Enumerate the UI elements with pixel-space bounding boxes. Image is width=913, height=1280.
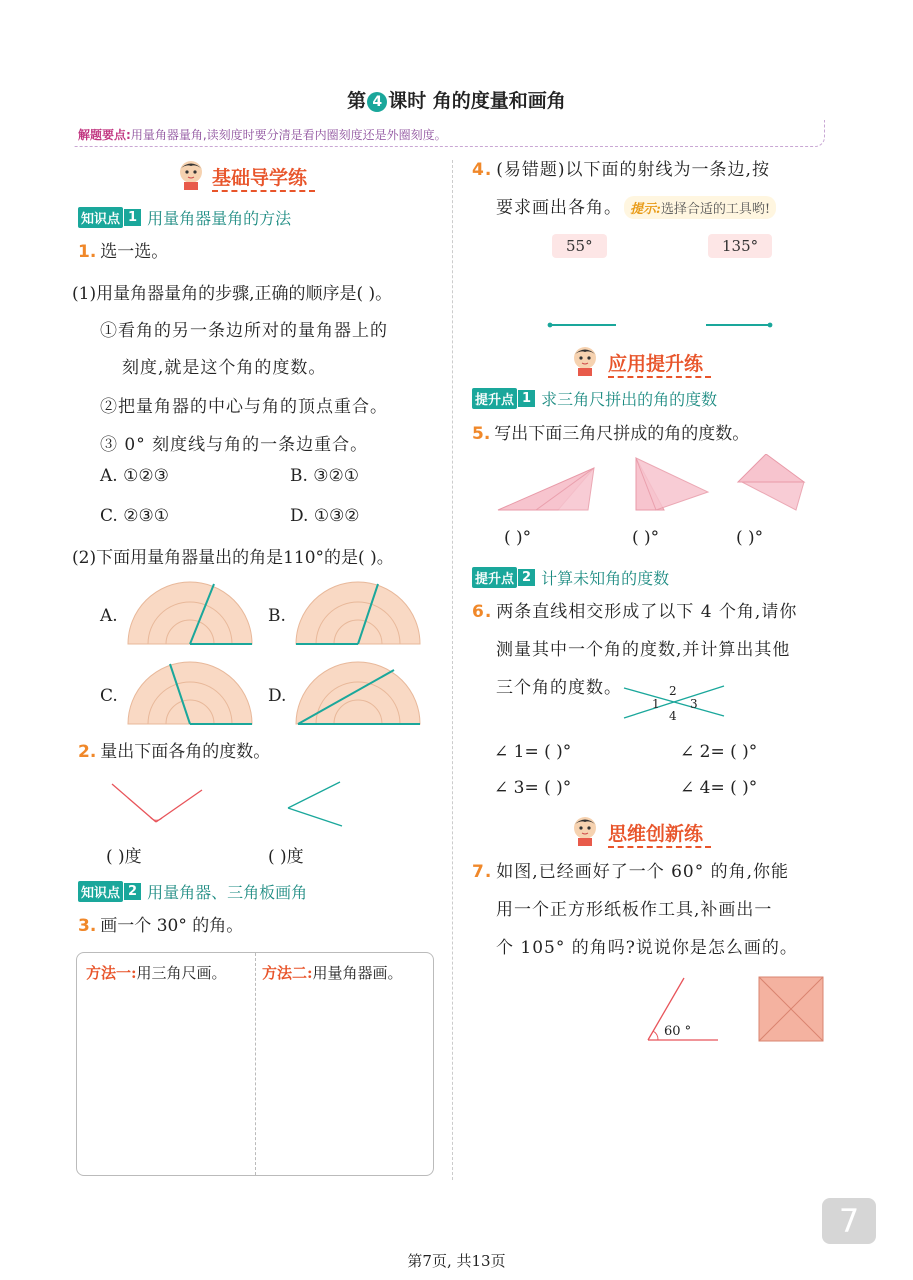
- page-number-badge: 7: [822, 1198, 876, 1244]
- step-2: ②把量角器的中心与角的顶点重合。: [100, 397, 388, 417]
- question-4-cont: 要求画出各角。: [496, 198, 622, 218]
- question-2: 2. 量出下面各角的度数。: [78, 742, 271, 762]
- question-6-line2: 测量其中一个角的度数,并计算出其他: [496, 640, 791, 660]
- question-3: 3. 画一个 30° 的角。: [78, 916, 244, 936]
- protractor-b-icon: [294, 580, 424, 648]
- angle-label-3: 3: [690, 697, 698, 711]
- option-b: B. ③②①: [290, 466, 360, 486]
- protractor-label-d: D.: [268, 686, 287, 706]
- q2-answer-2: ( )度: [268, 847, 304, 867]
- question-6: 6. 两条直线相交形成了以下 4 个角,请你: [472, 602, 798, 622]
- kid-mascot-icon: [570, 344, 600, 376]
- angle-1-answer: ∠ 1= ( )°: [494, 742, 572, 762]
- option-a: A. ①②③: [100, 466, 169, 486]
- protractor-d-icon: [294, 660, 424, 728]
- tip-line: 解题要点:用量角器量角,读刻度时要分清是看内圈刻度还是外圈刻度。: [78, 128, 447, 142]
- question-7-line3: 个 105° 的角吗?说说你是怎么画的。: [496, 938, 798, 958]
- section-apply: 应用提升练: [570, 344, 703, 376]
- method-1: 方法一:用三角尺画。: [86, 964, 227, 982]
- protractor-c-icon: [126, 660, 256, 728]
- drawing-box[interactable]: [76, 952, 434, 1176]
- knowledge-point-2: 知识点 2 用量角器、三角板画角: [78, 880, 307, 903]
- section-creative: 思维创新练: [570, 814, 703, 846]
- kid-mascot-icon: [570, 814, 600, 846]
- angle-3-answer: ∠ 3= ( )°: [494, 778, 572, 798]
- question-1: 1. 选一选。: [78, 242, 169, 262]
- angle-chip-135: 135°: [708, 234, 772, 258]
- q5-answer-3: ( )°: [736, 528, 764, 548]
- section-basic: 基础导学练: [176, 158, 307, 190]
- question-7: 7. 如图,已经画好了一个 60° 的角,你能: [472, 862, 790, 882]
- q1-part1: (1)用量角器量角的步骤,正确的顺序是( )。: [72, 284, 393, 304]
- triangle-rulers-icon: [496, 454, 816, 520]
- kid-mascot-icon: [176, 158, 206, 190]
- hint-bubble: 提示:选择合适的工具哟!: [624, 196, 776, 219]
- question-5: 5. 写出下面三角尺拼成的角的度数。: [472, 424, 750, 444]
- improve-point-1: 提升点 1 求三角尺拼出的角的度数: [472, 387, 717, 410]
- step-3: ③ 0° 刻度线与角的一条边重合。: [100, 435, 369, 455]
- step-1b: 刻度,就是这个角的度数。: [122, 358, 327, 378]
- angle-label-1: 1: [652, 697, 660, 711]
- q5-answer-1: ( )°: [504, 528, 532, 548]
- improve-point-2: 提升点 2 计算未知角的度数: [472, 566, 669, 589]
- angle-label-2: 2: [669, 684, 677, 698]
- angle-60-label: 60 °: [664, 1024, 692, 1039]
- lesson-title: 第 4 课时 角的度量和画角: [347, 90, 566, 112]
- protractor-label-a: A.: [100, 606, 118, 626]
- angle-chip-55: 55°: [552, 234, 607, 258]
- lesson-number-badge: 4: [367, 92, 387, 112]
- angle-2-answer: ∠ 2= ( )°: [680, 742, 758, 762]
- angle-label-4: 4: [669, 709, 677, 723]
- method-2: 方法二:用量角器画。: [262, 964, 403, 982]
- protractor-label-c: C.: [100, 686, 118, 706]
- question-4: 4. (易错题)以下面的射线为一条边,按: [472, 160, 770, 180]
- page-footer: 第7页, 共13页: [407, 1252, 506, 1270]
- knowledge-point-1: 知识点 1 用量角器量角的方法: [78, 206, 291, 229]
- option-d: D. ①③②: [290, 506, 360, 526]
- square-board-icon: [758, 976, 824, 1042]
- protractor-label-b: B.: [268, 606, 286, 626]
- q2-angles-icon: [108, 780, 348, 830]
- column-divider: [452, 160, 453, 1180]
- rays-icon: [546, 318, 776, 332]
- option-c: C. ②③①: [100, 506, 169, 526]
- question-6-line3: 三个角的度数。: [496, 678, 622, 698]
- angle-4-answer: ∠ 4= ( )°: [680, 778, 758, 798]
- protractor-a-icon: [126, 580, 256, 648]
- q2-answer-1: ( )度: [106, 847, 142, 867]
- q1-part2: (2)下面用量角器量出的角是110°的是( )。: [72, 548, 394, 568]
- q5-answer-2: ( )°: [632, 528, 660, 548]
- step-1a: ①看角的另一条边所对的量角器上的: [100, 321, 388, 341]
- question-7-line2: 用一个正方形纸板作工具,补画出一: [496, 900, 773, 920]
